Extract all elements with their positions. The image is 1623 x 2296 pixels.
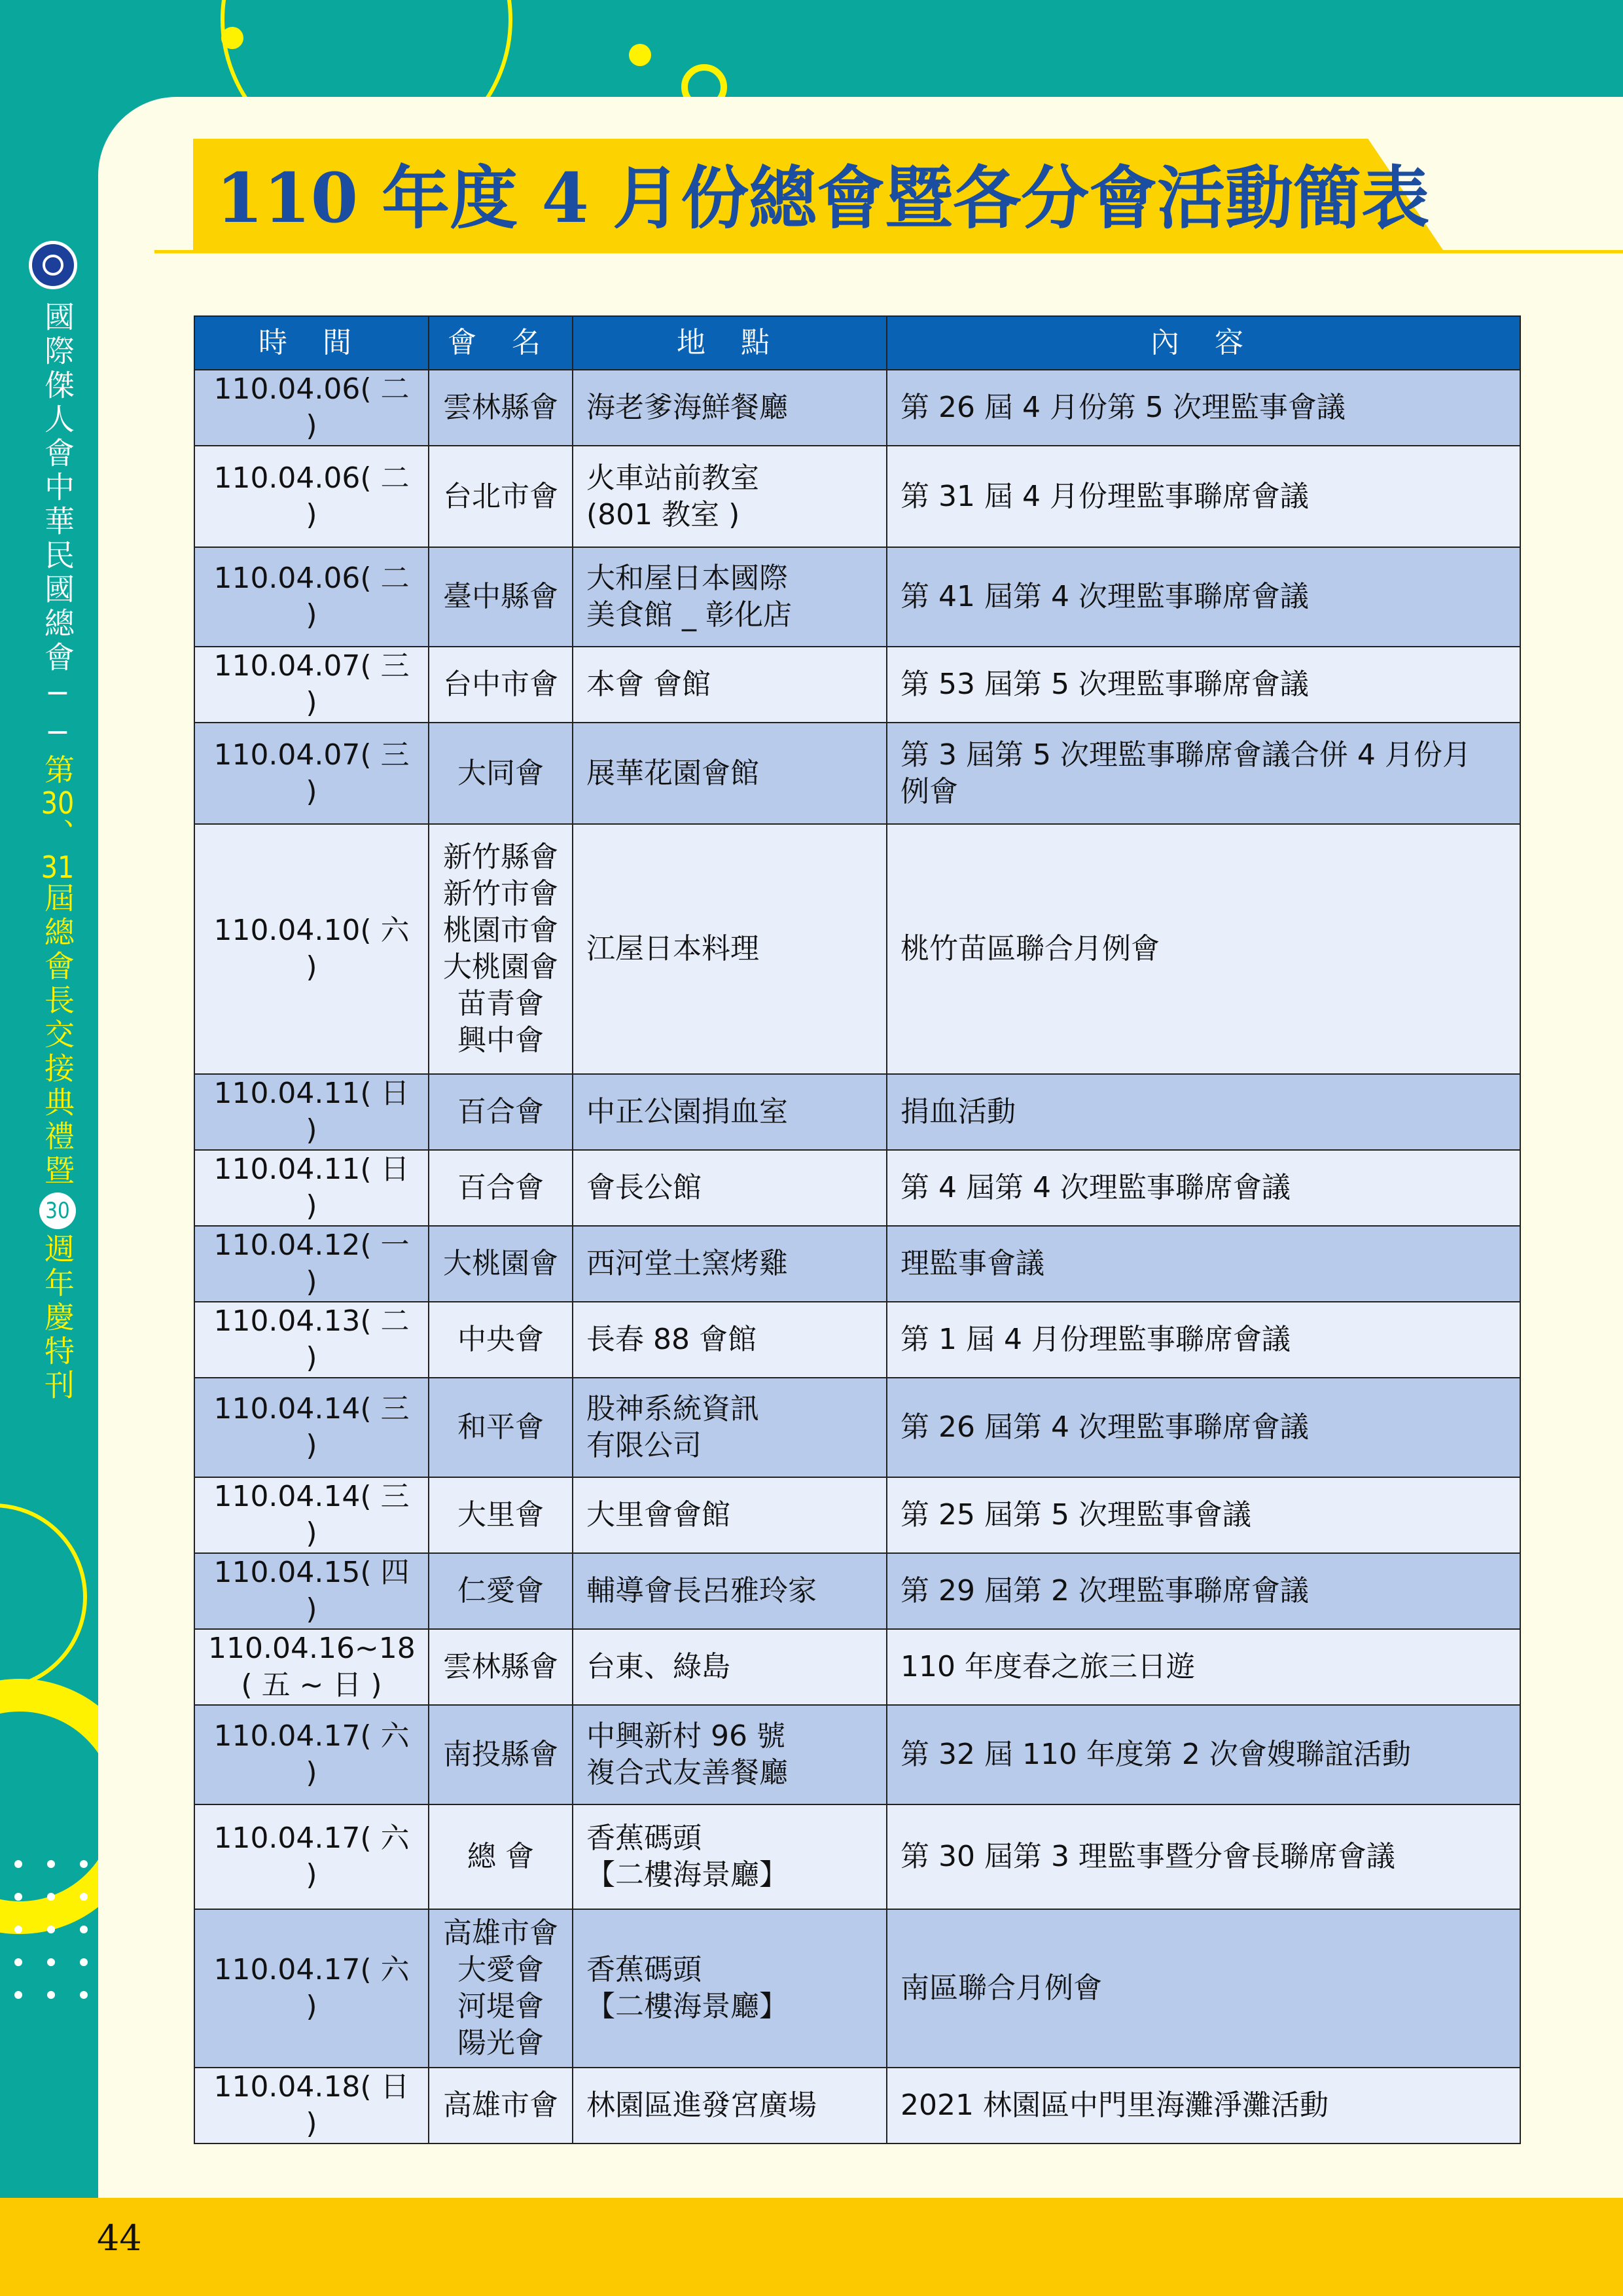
cell-club: 高雄市會 大愛會 河堤會 陽光會 <box>429 1909 573 2068</box>
cell-content: 第 3 屆第 5 次理監事聯席會議合併 4 月份月 例會 <box>887 723 1520 824</box>
cell-place: 本會 會館 <box>573 647 887 723</box>
cell-content: 第 31 屆 4 月份理監事聯席會議 <box>887 446 1520 547</box>
table-row <box>194 1909 1520 2068</box>
header-club: 會 名 <box>429 316 573 370</box>
cell-time: 110.04.18( 日 ) <box>194 2068 429 2144</box>
issue-prefix: 第 <box>40 754 75 788</box>
cell-content: 110 年度春之旅三日遊 <box>887 1629 1520 1705</box>
table-header-row <box>194 316 1520 370</box>
header-place: 地 點 <box>573 316 887 370</box>
cell-club: 台北市會 <box>429 446 573 547</box>
page-title: 110 年度 4 月份總會暨各分會活動簡表 <box>216 158 1430 238</box>
cell-content: 第 25 屆第 5 次理監事會議 <box>887 1477 1520 1553</box>
cell-content: 第 32 屆 110 年度第 2 次會嫂聯誼活動 <box>887 1705 1520 1804</box>
cell-place: 大和屋日本國際 美食館 _ 彰化店 <box>573 547 887 647</box>
table-row <box>194 1804 1520 1909</box>
table-body <box>194 370 1520 2144</box>
table-row <box>194 446 1520 547</box>
cell-place: 股神系統資訊 有限公司 <box>573 1378 887 1477</box>
cell-place: 中興新村 96 號 複合式友善餐廳 <box>573 1705 887 1804</box>
cell-place: 林園區進發宮廣場 <box>573 2068 887 2144</box>
org-name: 國際傑人會中華民國總會 <box>40 301 75 675</box>
cell-time: 110.04.17( 六 ) <box>194 1705 429 1804</box>
table-row <box>194 1226 1520 1302</box>
cell-club: 南投縣會 <box>429 1705 573 1804</box>
cell-time: 110.04.06( 二 ) <box>194 370 429 446</box>
issue-text: 屆總會長交接典禮暨 <box>40 882 75 1189</box>
cell-place: 火車站前教室 (801 教室 ) <box>573 446 887 547</box>
cell-club: 雲林縣會 <box>429 1629 573 1705</box>
table-row <box>194 1074 1520 1150</box>
cell-content: 第 41 屆第 4 次理監事聯席會議 <box>887 547 1520 647</box>
cell-place: 海老爹海鮮餐廳 <box>573 370 887 446</box>
table-row <box>194 370 1520 446</box>
table-row <box>194 1477 1520 1553</box>
vertical-publication-title <box>38 301 77 1403</box>
cell-content: 第 53 屆第 5 次理監事聯席會議 <box>887 647 1520 723</box>
anniversary-badge: 30 <box>39 1193 76 1229</box>
cell-club: 臺中縣會 <box>429 547 573 647</box>
table-row <box>194 547 1520 647</box>
table-row <box>194 1705 1520 1804</box>
cell-time: 110.04.07( 三 ) <box>194 647 429 723</box>
cell-content: 南區聯合月例會 <box>887 1909 1520 2068</box>
cell-time: 110.04.13( 二 ) <box>194 1302 429 1378</box>
page-number: 44 <box>97 2217 142 2259</box>
cell-club: 百合會 <box>429 1150 573 1226</box>
title-underline <box>154 250 1623 253</box>
cell-place: 西河堂土窯烤雞 <box>573 1226 887 1302</box>
cell-place: 輔導會長呂雅玲家 <box>573 1553 887 1629</box>
cell-content: 第 26 屆 4 月份第 5 次理監事會議 <box>887 370 1520 446</box>
cell-time: 110.04.17( 六 ) <box>194 1804 429 1909</box>
issue-suffix: 週年慶特刊 <box>40 1233 75 1403</box>
cell-time: 110.04.14( 三 ) <box>194 1378 429 1477</box>
issue-number-31: 31 <box>41 852 75 882</box>
header-content: 內 容 <box>887 316 1520 370</box>
cell-content: 第 4 屆第 4 次理監事聯席會議 <box>887 1150 1520 1226</box>
cell-club: 總 會 <box>429 1804 573 1909</box>
cell-content: 第 29 屆第 2 次理監事聯席會議 <box>887 1553 1520 1629</box>
cell-time: 110.04.11( 日 ) <box>194 1074 429 1150</box>
cell-place: 展華花園會館 <box>573 723 887 824</box>
cell-time: 110.04.10( 六 ) <box>194 824 429 1074</box>
table-row <box>194 824 1520 1074</box>
table-row <box>194 1629 1520 1705</box>
table-row <box>194 2068 1520 2144</box>
cell-club: 仁愛會 <box>429 1553 573 1629</box>
cell-time: 110.04.15( 四 ) <box>194 1553 429 1629</box>
cell-club: 大同會 <box>429 723 573 824</box>
cell-time: 110.04.16~18 ( 五 ~ 日 ) <box>194 1629 429 1705</box>
activity-schedule-table <box>194 315 1521 2144</box>
cell-place: 長春 88 會館 <box>573 1302 887 1378</box>
cell-place: 江屋日本料理 <box>573 824 887 1074</box>
table-row <box>194 1150 1520 1226</box>
title-dash: ── <box>40 675 75 754</box>
cell-place: 會長公館 <box>573 1150 887 1226</box>
cell-place: 中正公園捐血室 <box>573 1074 887 1150</box>
cell-time: 110.04.12( 一 ) <box>194 1226 429 1302</box>
table-row <box>194 723 1520 824</box>
cell-content: 桃竹苗區聯合月例會 <box>887 824 1520 1074</box>
lions-club-logo-icon <box>29 241 77 289</box>
cell-content: 第 1 屆 4 月份理監事聯席會議 <box>887 1302 1520 1378</box>
cell-club: 台中市會 <box>429 647 573 723</box>
cell-club: 大里會 <box>429 1477 573 1553</box>
cell-time: 110.04.11( 日 ) <box>194 1150 429 1226</box>
header-time: 時 間 <box>194 316 429 370</box>
sidebar <box>0 0 98 2296</box>
deco-dot-top-2 <box>629 44 651 66</box>
bottom-band <box>0 2198 1623 2296</box>
issue-number-30: 30 <box>41 788 75 818</box>
cell-place: 香蕉碼頭 【二樓海景廳】 <box>573 1804 887 1909</box>
table-row <box>194 647 1520 723</box>
cell-content: 第 26 屆第 4 次理監事聯席會議 <box>887 1378 1520 1477</box>
cell-club: 大桃園會 <box>429 1226 573 1302</box>
table-row <box>194 1378 1520 1477</box>
table-row <box>194 1302 1520 1378</box>
cell-time: 110.04.14( 三 ) <box>194 1477 429 1553</box>
cell-club: 和平會 <box>429 1378 573 1477</box>
cell-club: 雲林縣會 <box>429 370 573 446</box>
cell-content: 2021 林園區中門里海灘淨灘活動 <box>887 2068 1520 2144</box>
cell-content: 第 30 屆第 3 理監事暨分會長聯席會議 <box>887 1804 1520 1909</box>
issue-separator: 、 <box>40 818 75 852</box>
cell-time: 110.04.06( 二 ) <box>194 446 429 547</box>
table-row <box>194 1553 1520 1629</box>
cell-content: 捐血活動 <box>887 1074 1520 1150</box>
cell-time: 110.04.06( 二 ) <box>194 547 429 647</box>
cell-club: 高雄市會 <box>429 2068 573 2144</box>
cell-club: 百合會 <box>429 1074 573 1150</box>
cell-time: 110.04.17( 六 ) <box>194 1909 429 2068</box>
cell-club: 中央會 <box>429 1302 573 1378</box>
cell-place: 大里會會館 <box>573 1477 887 1553</box>
cell-content: 理監事會議 <box>887 1226 1520 1302</box>
cell-club: 新竹縣會 新竹市會 桃園市會 大桃園會 苗青會 興中會 <box>429 824 573 1074</box>
deco-dot-top-1 <box>221 27 243 49</box>
cell-place: 香蕉碼頭 【二樓海景廳】 <box>573 1909 887 2068</box>
cell-place: 台東、綠島 <box>573 1629 887 1705</box>
cell-time: 110.04.07( 三 ) <box>194 723 429 824</box>
